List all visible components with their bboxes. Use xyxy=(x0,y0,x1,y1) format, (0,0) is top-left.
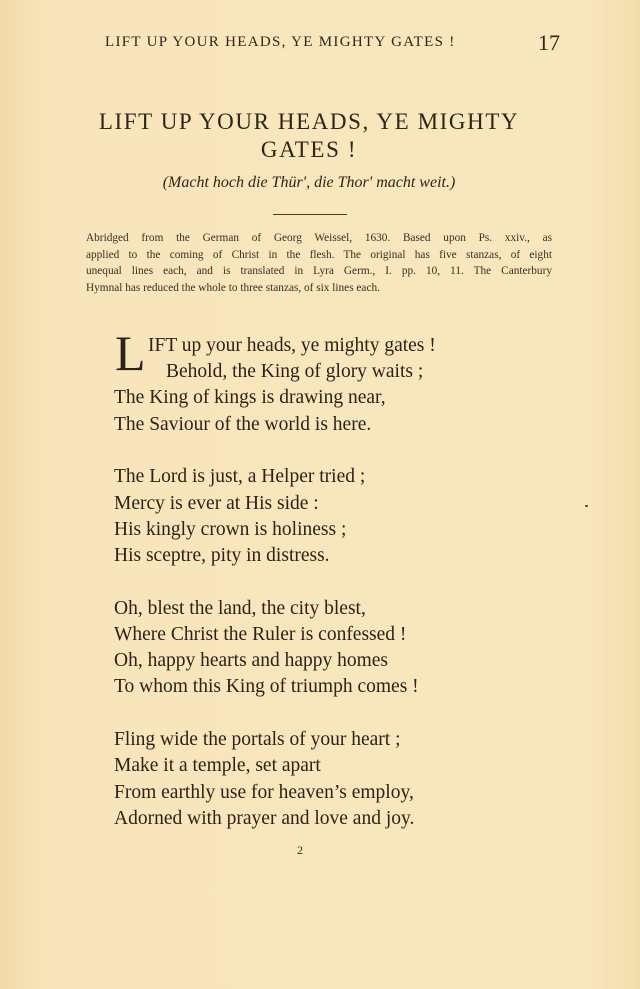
verse-line: To whom this King of triumph comes ! xyxy=(114,676,419,698)
running-head-title: LIFT UP YOUR HEADS, YE MIGHTY GATES ! xyxy=(105,34,456,50)
verse-line: The Saviour of the world is here. xyxy=(114,413,372,435)
hymn-title-line-1: LIFT UP YOUR HEADS, YE MIGHTY xyxy=(98,109,520,134)
note-line: Hymnal has reduced the whole to three stanzas, of six lines each. xyxy=(86,281,380,294)
hymn-text xyxy=(114,333,534,859)
verse-line: Adorned with prayer and love and joy. xyxy=(114,807,415,829)
signature-mark: 2 xyxy=(297,843,303,857)
running-head xyxy=(90,30,560,56)
drop-cap: L xyxy=(115,325,146,381)
note-line: Abridged from the German of Georg Weissel, 1630. Based upon Ps. xxiv., as xyxy=(86,232,552,244)
verse-line: Behold, the King of glory waits ; xyxy=(166,361,424,383)
verse-line: His sceptre, pity in distress. xyxy=(114,545,330,567)
stanza-3 xyxy=(114,596,534,701)
hymn-title-line-2: GATES ! xyxy=(260,137,358,162)
note-line: unequal lines each, and is translated in Lyra Germ., I. pp. 10, 11. The Canterbury xyxy=(86,265,552,277)
stanza-4 xyxy=(114,727,534,832)
divider-rule xyxy=(273,214,347,215)
page-number: 17 xyxy=(538,30,560,55)
verse-line: IFT up your heads, ye mighty gates ! xyxy=(148,335,436,356)
verse-line: From earthly use for heaven’s employ, xyxy=(114,781,414,803)
paper-speck xyxy=(585,505,588,507)
stanza-2 xyxy=(114,464,534,569)
verse-line: Make it a temple, set apart xyxy=(114,755,321,777)
stanza-1 xyxy=(114,333,534,438)
german-subtitle: (Macht hoch die Thür', die Thor' macht weit.) xyxy=(162,174,456,191)
verse-line: Oh, blest the land, the city blest, xyxy=(114,597,366,619)
source-note xyxy=(86,230,552,296)
hymn-title xyxy=(70,108,548,164)
verse-line: Where Christ the Ruler is confessed ! xyxy=(114,624,407,646)
verse-line: The Lord is just, a Helper tried ; xyxy=(114,466,366,488)
verse-line: Mercy is ever at His side : xyxy=(114,492,319,514)
verse-line: His kingly crown is holiness ; xyxy=(114,518,347,540)
verse-line: The King of kings is drawing near, xyxy=(114,387,386,409)
note-line: applied to the coming of Christ in the flesh. The original has five stanzas, of eight xyxy=(86,248,552,261)
verse-line: Fling wide the portals of your heart ; xyxy=(114,729,401,751)
verse-line: Oh, happy hearts and happy homes xyxy=(114,650,389,672)
